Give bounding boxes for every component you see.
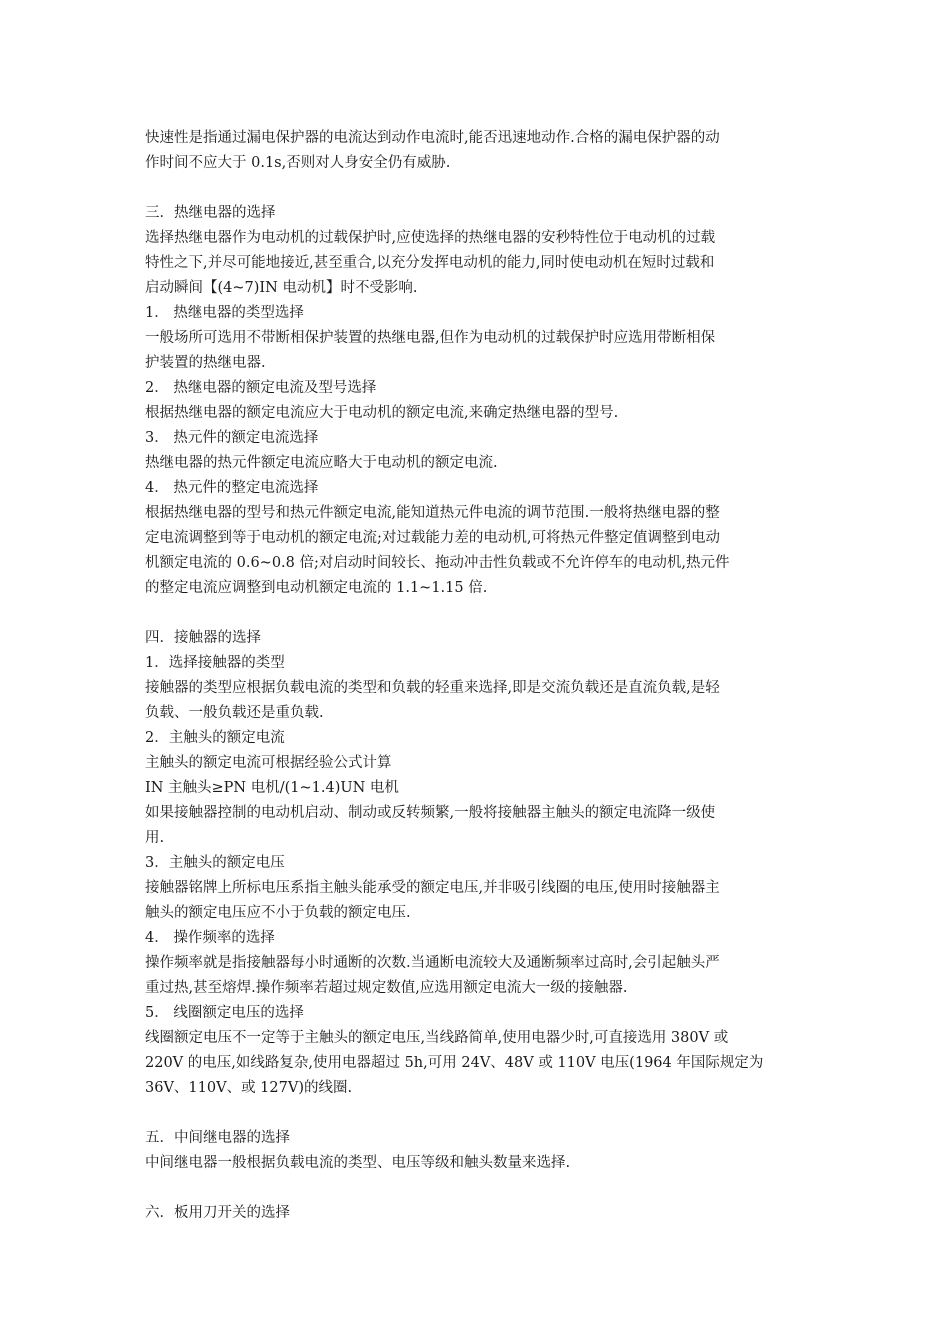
text-line: 220V 的电压,如线路复杂,使用电器超过 5h,可用 24V、48V 或 110V 电压(1964 年国际规定为 <box>145 1055 764 1071</box>
text-line: 线圈额定电压不一定等于主触头的额定电压,当线路简单,使用电器少时,可直接选用 380V 或 <box>145 1030 729 1046</box>
text-line: 五．中间继电器的选择 <box>145 1130 290 1146</box>
text-line: 主触头的额定电流可根据经验公式计算 <box>145 755 392 771</box>
text-line: 3． 热元件的额定电流选择 <box>145 430 319 446</box>
text-line: 根据热继电器的型号和热元件额定电流,能知道热元件电流的调节范围.一般将热继电器的整 <box>145 505 720 521</box>
text-line: 选择热继电器作为电动机的过载保护时,应使选择的热继电器的安秒特性位于电动机的过载 <box>145 230 716 246</box>
text-line: 根据热继电器的额定电流应大于电动机的额定电流,来确定热继电器的型号. <box>145 405 619 421</box>
paragraph-gap <box>145 1101 810 1126</box>
document-page <box>145 126 810 1226</box>
text-line: 1． 热继电器的类型选择 <box>145 305 304 321</box>
text-line: 1．选择接触器的类型 <box>145 655 285 671</box>
text-line: 操作频率就是指接触器每小时通断的次数.当通断电流较大及通断频率过高时,会引起触头严 <box>145 955 720 971</box>
text-line: 六．板用刀开关的选择 <box>145 1205 290 1221</box>
text-line: 触头的额定电压应不小于负载的额定电压. <box>145 905 411 921</box>
text-line: 作时间不应大于 0.1s,否则对人身安全仍有威胁. <box>145 155 451 171</box>
text-line: 特性之下,并尽可能地接近,甚至重合,以充分发挥电动机的能力,同时使电动机在短时过载和 <box>145 255 715 271</box>
text-line: 如果接触器控制的电动机启动、制动或反转频繁,一般将接触器主触头的额定电流降一级使 <box>145 805 716 821</box>
text-line: 用. <box>145 830 165 846</box>
text-line: IN 主触头≥PN 电机/(1~1.4)UN 电机 <box>145 780 399 796</box>
text-line: 5． 线圈额定电压的选择 <box>145 1005 304 1021</box>
text-line: 4． 操作频率的选择 <box>145 930 275 946</box>
text-line: 3．主触头的额定电压 <box>145 855 285 871</box>
text-line: 启动瞬间【(4~7)IN 电动机】时不受影响. <box>145 280 418 296</box>
text-line: 三．热继电器的选择 <box>145 205 276 221</box>
paragraph-gap <box>145 176 810 201</box>
text-line: 2． 热继电器的额定电流及型号选择 <box>145 380 377 396</box>
text-line: 热继电器的热元件额定电流应略大于电动机的额定电流. <box>145 455 498 471</box>
paragraph-gap <box>145 601 810 626</box>
text-line: 一般场所可选用不带断相保护装置的热继电器,但作为电动机的过载保护时应选用带断相保 <box>145 330 716 346</box>
text-line: 机额定电流的 0.6~0.8 倍;对启动时间较长、拖动冲击性负载或不允许停车的电动机,热元件 <box>145 555 730 571</box>
text-line: 接触器的类型应根据负载电流的类型和负载的轻重来选择,即是交流负载还是直流负载,是轻 <box>145 680 720 696</box>
text-line: 重过热,甚至熔焊.操作频率若超过规定数值,应选用额定电流大一级的接触器. <box>145 980 628 996</box>
text-line: 2．主触头的额定电流 <box>145 730 285 746</box>
paragraph-gap <box>145 1176 810 1201</box>
text-line: 护装置的热继电器. <box>145 355 266 371</box>
text-line: 快速性是指通过漏电保护器的电流达到动作电流时,能否迅速地动作.合格的漏电保护器的动 <box>145 130 720 146</box>
text-line: 接触器铭牌上所标电压系指主触头能承受的额定电压,并非吸引线圈的电压,使用时接触器主 <box>145 880 720 896</box>
text-line: 36V、110V、或 127V)的线圈. <box>145 1080 353 1096</box>
text-line: 负载、一般负载还是重负载. <box>145 705 324 721</box>
text-line: 4． 热元件的整定电流选择 <box>145 480 319 496</box>
text-line: 中间继电器一般根据负载电流的类型、电压等级和触头数量来选择. <box>145 1155 571 1171</box>
text-line: 定电流调整到等于电动机的额定电流;对过载能力差的电动机,可将热元件整定值调整到电动 <box>145 530 720 546</box>
text-line: 的整定电流应调整到电动机额定电流的 1.1~1.15 倍. <box>145 580 488 596</box>
text-line: 四．接触器的选择 <box>145 630 261 646</box>
